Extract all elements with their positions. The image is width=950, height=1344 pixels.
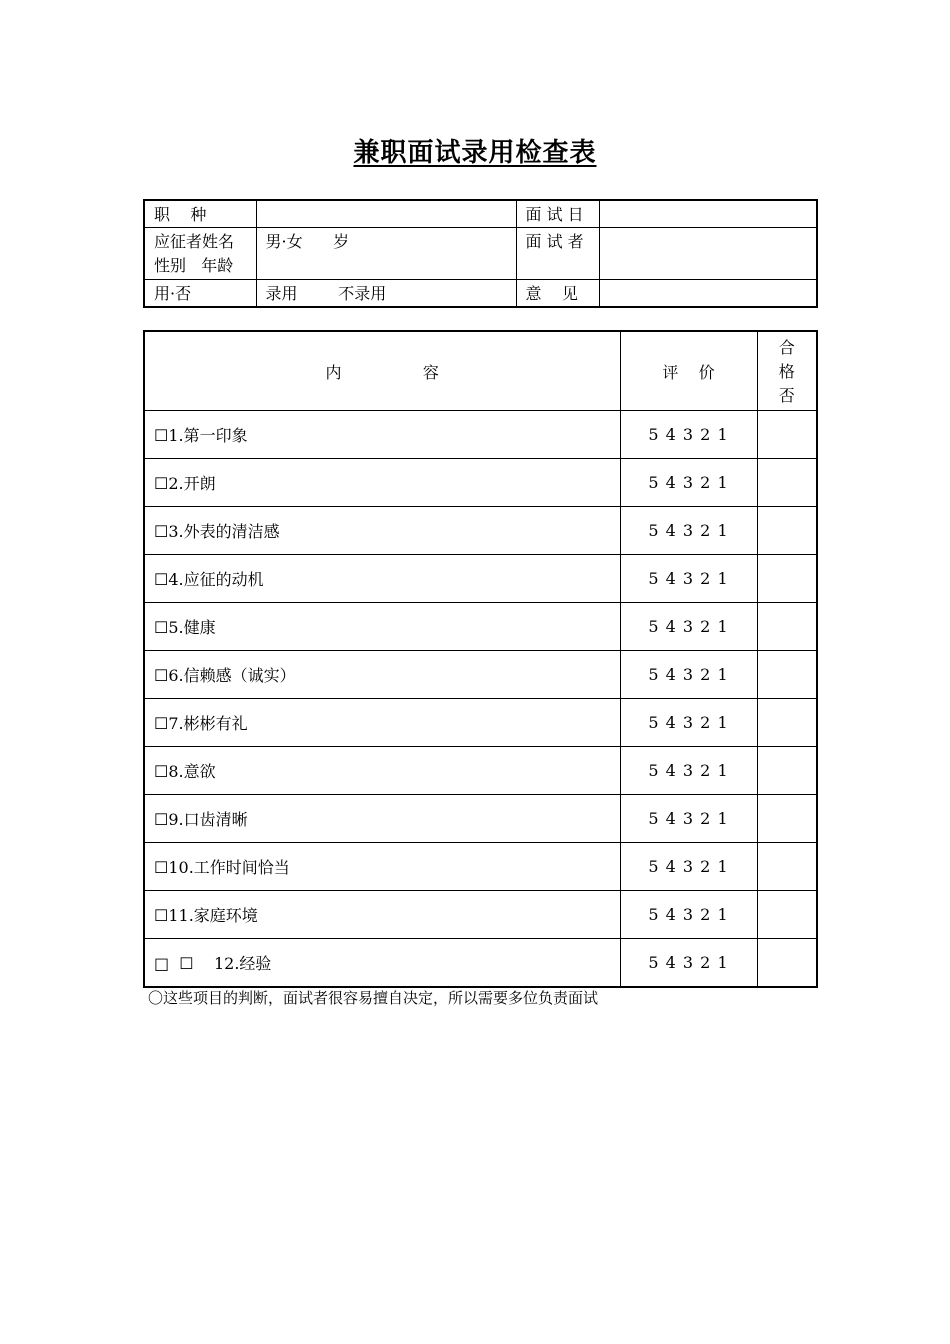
table-row — [144, 411, 817, 459]
table-row — [144, 747, 817, 795]
pass-header — [757, 331, 817, 411]
table-row — [144, 699, 817, 747]
criterion-label[interactable]: ☐6.信赖感（诚实） — [144, 651, 620, 699]
job-field[interactable] — [256, 200, 516, 228]
decision-label: 用·否 — [144, 280, 256, 308]
criterion-label[interactable]: ☐2.开朗 — [144, 459, 620, 507]
criterion-label[interactable]: ☐9.口齿清晰 — [144, 795, 620, 843]
score-scale[interactable]: 5 4 3 2 1 — [620, 651, 757, 699]
criterion-label[interactable]: ☐1.第一印象 — [144, 411, 620, 459]
pass-cell[interactable] — [757, 411, 817, 459]
score-scale[interactable]: 5 4 3 2 1 — [620, 891, 757, 939]
job-label: 职 种 — [144, 200, 256, 228]
score-scale[interactable]: 5 4 3 2 1 — [620, 939, 757, 988]
pass-cell[interactable] — [757, 939, 817, 988]
applicant-label — [144, 228, 256, 280]
pass-cell[interactable] — [757, 699, 817, 747]
pass-cell[interactable] — [757, 747, 817, 795]
criterion-label[interactable]: ☐7.彬彬有礼 — [144, 699, 620, 747]
score-scale[interactable]: 5 4 3 2 1 — [620, 411, 757, 459]
evaluation-header-row — [144, 331, 817, 411]
pass-cell[interactable] — [757, 603, 817, 651]
score-scale[interactable]: 5 4 3 2 1 — [620, 507, 757, 555]
applicant-name-label: 应征者姓名 — [154, 232, 235, 251]
pass-cell[interactable] — [757, 507, 817, 555]
interviewer-label: 面 试 者 — [516, 228, 599, 280]
pass-header-char-3: 否 — [778, 386, 795, 405]
opinion-label: 意 见 — [516, 280, 599, 308]
criterion-label[interactable]: □ ☐ 12.经验 — [144, 939, 620, 988]
criterion-label[interactable]: ☐8.意欲 — [144, 747, 620, 795]
table-row — [144, 651, 817, 699]
applicant-info-table — [143, 199, 818, 308]
score-scale[interactable]: 5 4 3 2 1 — [620, 747, 757, 795]
score-scale[interactable]: 5 4 3 2 1 — [620, 603, 757, 651]
interview-date-label: 面 试 日 — [516, 200, 599, 228]
gender-age-label: 性别 年龄 — [154, 256, 234, 275]
criterion-label[interactable]: ☐4.应征的动机 — [144, 555, 620, 603]
pass-header-char-1: 合 — [778, 338, 795, 357]
pass-header-char-2: 格 — [778, 362, 795, 381]
criterion-label[interactable]: ☐10.工作时间恰当 — [144, 843, 620, 891]
table-row — [144, 891, 817, 939]
pass-cell[interactable] — [757, 795, 817, 843]
score-scale[interactable]: 5 4 3 2 1 — [620, 699, 757, 747]
criterion-label[interactable]: ☐3.外表的清洁感 — [144, 507, 620, 555]
score-scale[interactable]: 5 4 3 2 1 — [620, 459, 757, 507]
decision-options[interactable]: 录用 不录用 — [256, 280, 516, 308]
score-scale[interactable]: 5 4 3 2 1 — [620, 843, 757, 891]
score-scale[interactable]: 5 4 3 2 1 — [620, 795, 757, 843]
table-row — [144, 459, 817, 507]
footnote: 〇这些项目的判断，面试者很容易擅自决定，所以需要多位负责面试 — [148, 989, 599, 1007]
evaluation-header: 评 价 — [620, 331, 757, 411]
criterion-label[interactable]: ☐5.健康 — [144, 603, 620, 651]
table-row — [144, 555, 817, 603]
table-row — [144, 939, 817, 988]
table-row — [144, 603, 817, 651]
table-row — [144, 843, 817, 891]
table-row — [144, 795, 817, 843]
pass-cell[interactable] — [757, 651, 817, 699]
interview-date-field[interactable] — [599, 200, 817, 228]
pass-cell[interactable] — [757, 555, 817, 603]
table-row — [144, 507, 817, 555]
content-header: 内 容 — [144, 331, 620, 411]
gender-age-field[interactable]: 男·女 岁 — [256, 228, 516, 280]
evaluation-table — [143, 330, 818, 988]
pass-cell[interactable] — [757, 459, 817, 507]
criterion-label[interactable]: ☐11.家庭环境 — [144, 891, 620, 939]
page-title: 兼职面试录用检查表 — [353, 138, 597, 168]
score-scale[interactable]: 5 4 3 2 1 — [620, 555, 757, 603]
pass-cell[interactable] — [757, 891, 817, 939]
pass-cell[interactable] — [757, 843, 817, 891]
opinion-field[interactable] — [599, 280, 817, 308]
interviewer-field[interactable] — [599, 228, 817, 280]
